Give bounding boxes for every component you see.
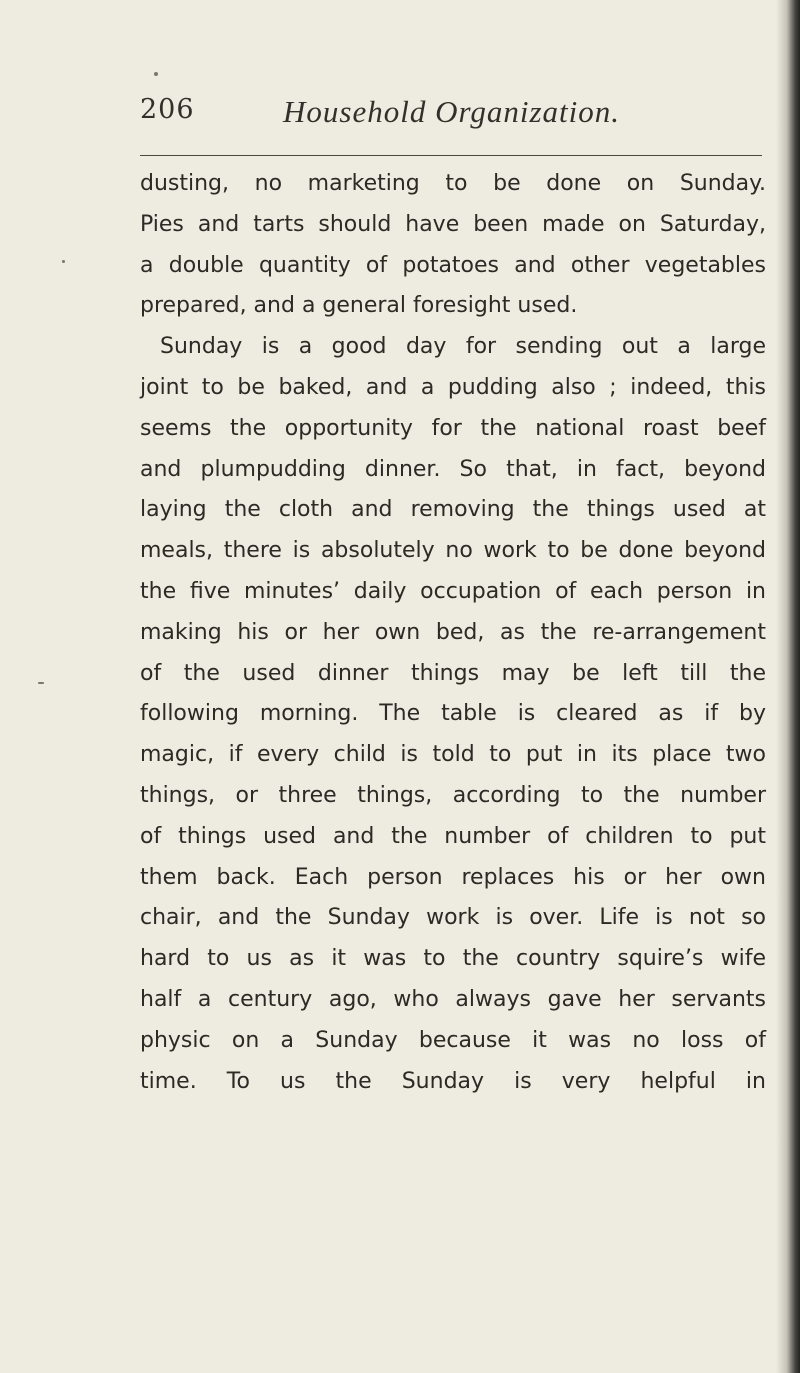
text-line: making his or her own bed, as the re-arrangement <box>140 619 766 645</box>
page-number: 206 <box>140 94 195 125</box>
text-line: prepared, and a general foresight used. <box>140 293 578 319</box>
text-line: dusting, no marketing to be done on Sunday. <box>140 171 766 196</box>
text-line: the five minutes’ daily occupation of each person in <box>140 578 766 604</box>
text-line: them back. Each person replaces his or her own <box>140 864 766 890</box>
text-line: time. To us the Sunday is very helpful in <box>140 1068 766 1094</box>
page-header <box>140 94 780 144</box>
text-line: things, or three things, according to the number <box>140 782 766 808</box>
paper-speck <box>62 260 65 263</box>
paper-speck <box>38 682 44 684</box>
text-line: half a century ago, who always gave her servants <box>140 986 766 1012</box>
body-text <box>140 164 766 1102</box>
text-line: following morning. The table is cleared as if by <box>140 701 766 727</box>
text-line: seems the opportunity for the national roast beef <box>140 415 766 441</box>
paper-speck <box>154 72 158 76</box>
text-line: joint to be baked, and a pudding also ; indeed, this <box>140 374 766 400</box>
text-line: meals, there is absolutely no work to be done beyond <box>140 538 766 564</box>
text-line: hard to us as it was to the country squire’s wife <box>140 946 766 972</box>
header-rule <box>140 155 762 156</box>
text-line: and plumpudding dinner. So that, in fact, beyond <box>140 456 766 482</box>
text-line: Pies and tarts should have been made on Saturday, <box>140 211 766 237</box>
text-line: laying the cloth and removing the things used at <box>140 497 766 523</box>
text-line: of things used and the number of children to put <box>140 823 766 849</box>
text-line: a double quantity of potatoes and other vegetables <box>140 252 766 278</box>
text-line: Sunday is a good day for sending out a large <box>160 334 766 360</box>
running-title: Household Organization. <box>283 94 621 129</box>
text-line: chair, and the Sunday work is over. Life is not so <box>140 905 766 931</box>
text-line: physic on a Sunday because it was no loss of <box>140 1027 766 1053</box>
text-line: magic, if every child is told to put in its place two <box>140 742 766 768</box>
text-line: of the used dinner things may be left till the <box>140 660 766 686</box>
page-edge-shadow <box>776 0 800 1373</box>
